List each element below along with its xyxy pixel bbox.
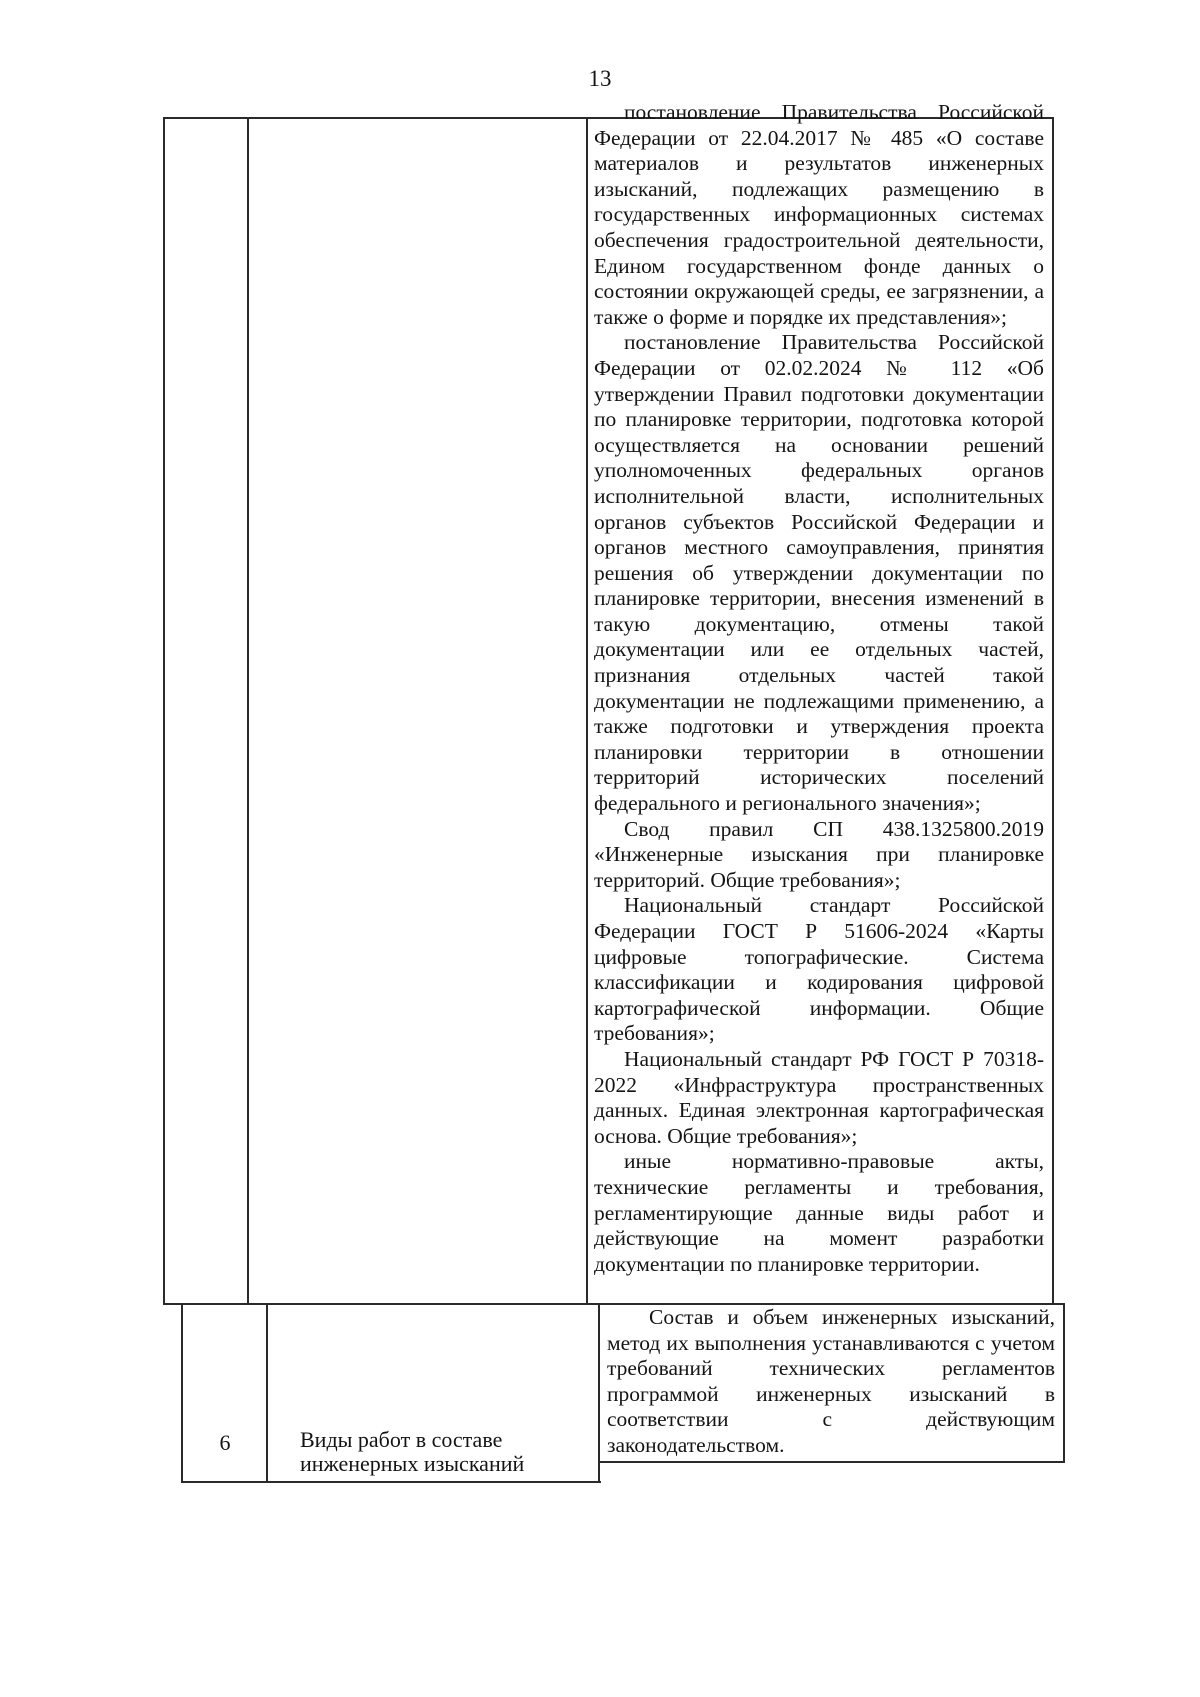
row-content-paragraph: Состав и объем инженерных изысканий, метод их выполнения устанавливаются с учетом требований технических регламентов программой инженерных изысканий в соответствии с действующим законодательством. xyxy=(607,1305,1055,1457)
table-border-bottom xyxy=(181,1481,601,1483)
requirement-paragraph: Национальный стандарт Российской Федерации ГОСТ Р 51606-2024 «Карты цифровые топографические. Система классификации и кодирования цифровой картографической информации. Общие требования»; xyxy=(594,893,1044,1046)
row-title: Виды работ в составе инженерных изысканий xyxy=(300,1427,525,1476)
row-number: 6 xyxy=(219,1430,231,1455)
requirement-paragraph: иные нормативно-правовые акты, технические регламенты и требования, регламентирующие данные виды работ и действующие на момент разработки документации по планировке территории. xyxy=(594,1149,1044,1276)
table-border-left xyxy=(163,117,165,1305)
column-divider-2 xyxy=(586,117,588,1305)
requirement-paragraph: постановление Правительства Российской Федерации от 22.04.2017 № 485 «О составе материалов и результатов инженерных изысканий, подлежащих размещению в государственных информационных системах обеспечения градостроительной деятельности, Едином государственном фонде данных о состоянии окружающей среды, ее загрязнении, а также о форме и порядке их представления»; xyxy=(594,100,1044,329)
column-divider-1-lower xyxy=(266,1303,268,1483)
table-border-bottom-right xyxy=(598,1461,1065,1463)
table-border-right xyxy=(1052,117,1054,1305)
page-number: 13 xyxy=(588,66,612,91)
continued-requirements-cell xyxy=(594,100,1044,1277)
requirement-paragraph: Свод правил СП 438.1325800.2019 «Инженерные изыскания при планировке территорий. Общие требования»; xyxy=(594,816,1044,892)
table-border-left-lower xyxy=(181,1303,183,1483)
table-border-right-lower xyxy=(1063,1303,1065,1463)
row-content-cell xyxy=(607,1305,1055,1459)
column-divider-1 xyxy=(247,117,249,1305)
requirement-paragraph: постановление Правительства Российской Федерации от 02.02.2024 № 112 «Об утверждении Правил подготовки документации по планировке территории, подготовка которой осуществляется на основании решений уполномоченных федеральных органов исполнительной власти, исполнительных органов субъектов Российской Федерации и органов местного самоуправления, принятия решения об утверждении документации по планировке территории, внесения изменений в такую документацию, отмены такой документации или ее отдельных частей, признания отдельных частей такой документации не подлежащими применению, а также подготовки и утверждения проекта планировки территории в отношении территорий исторических поселений федерального и регионального значения»; xyxy=(594,330,1044,816)
requirement-paragraph: Национальный стандарт РФ ГОСТ Р 70318-2022 «Инфраструктура пространственных данных. Единая электронная картографическая основа. Общие требования»; xyxy=(594,1046,1044,1148)
